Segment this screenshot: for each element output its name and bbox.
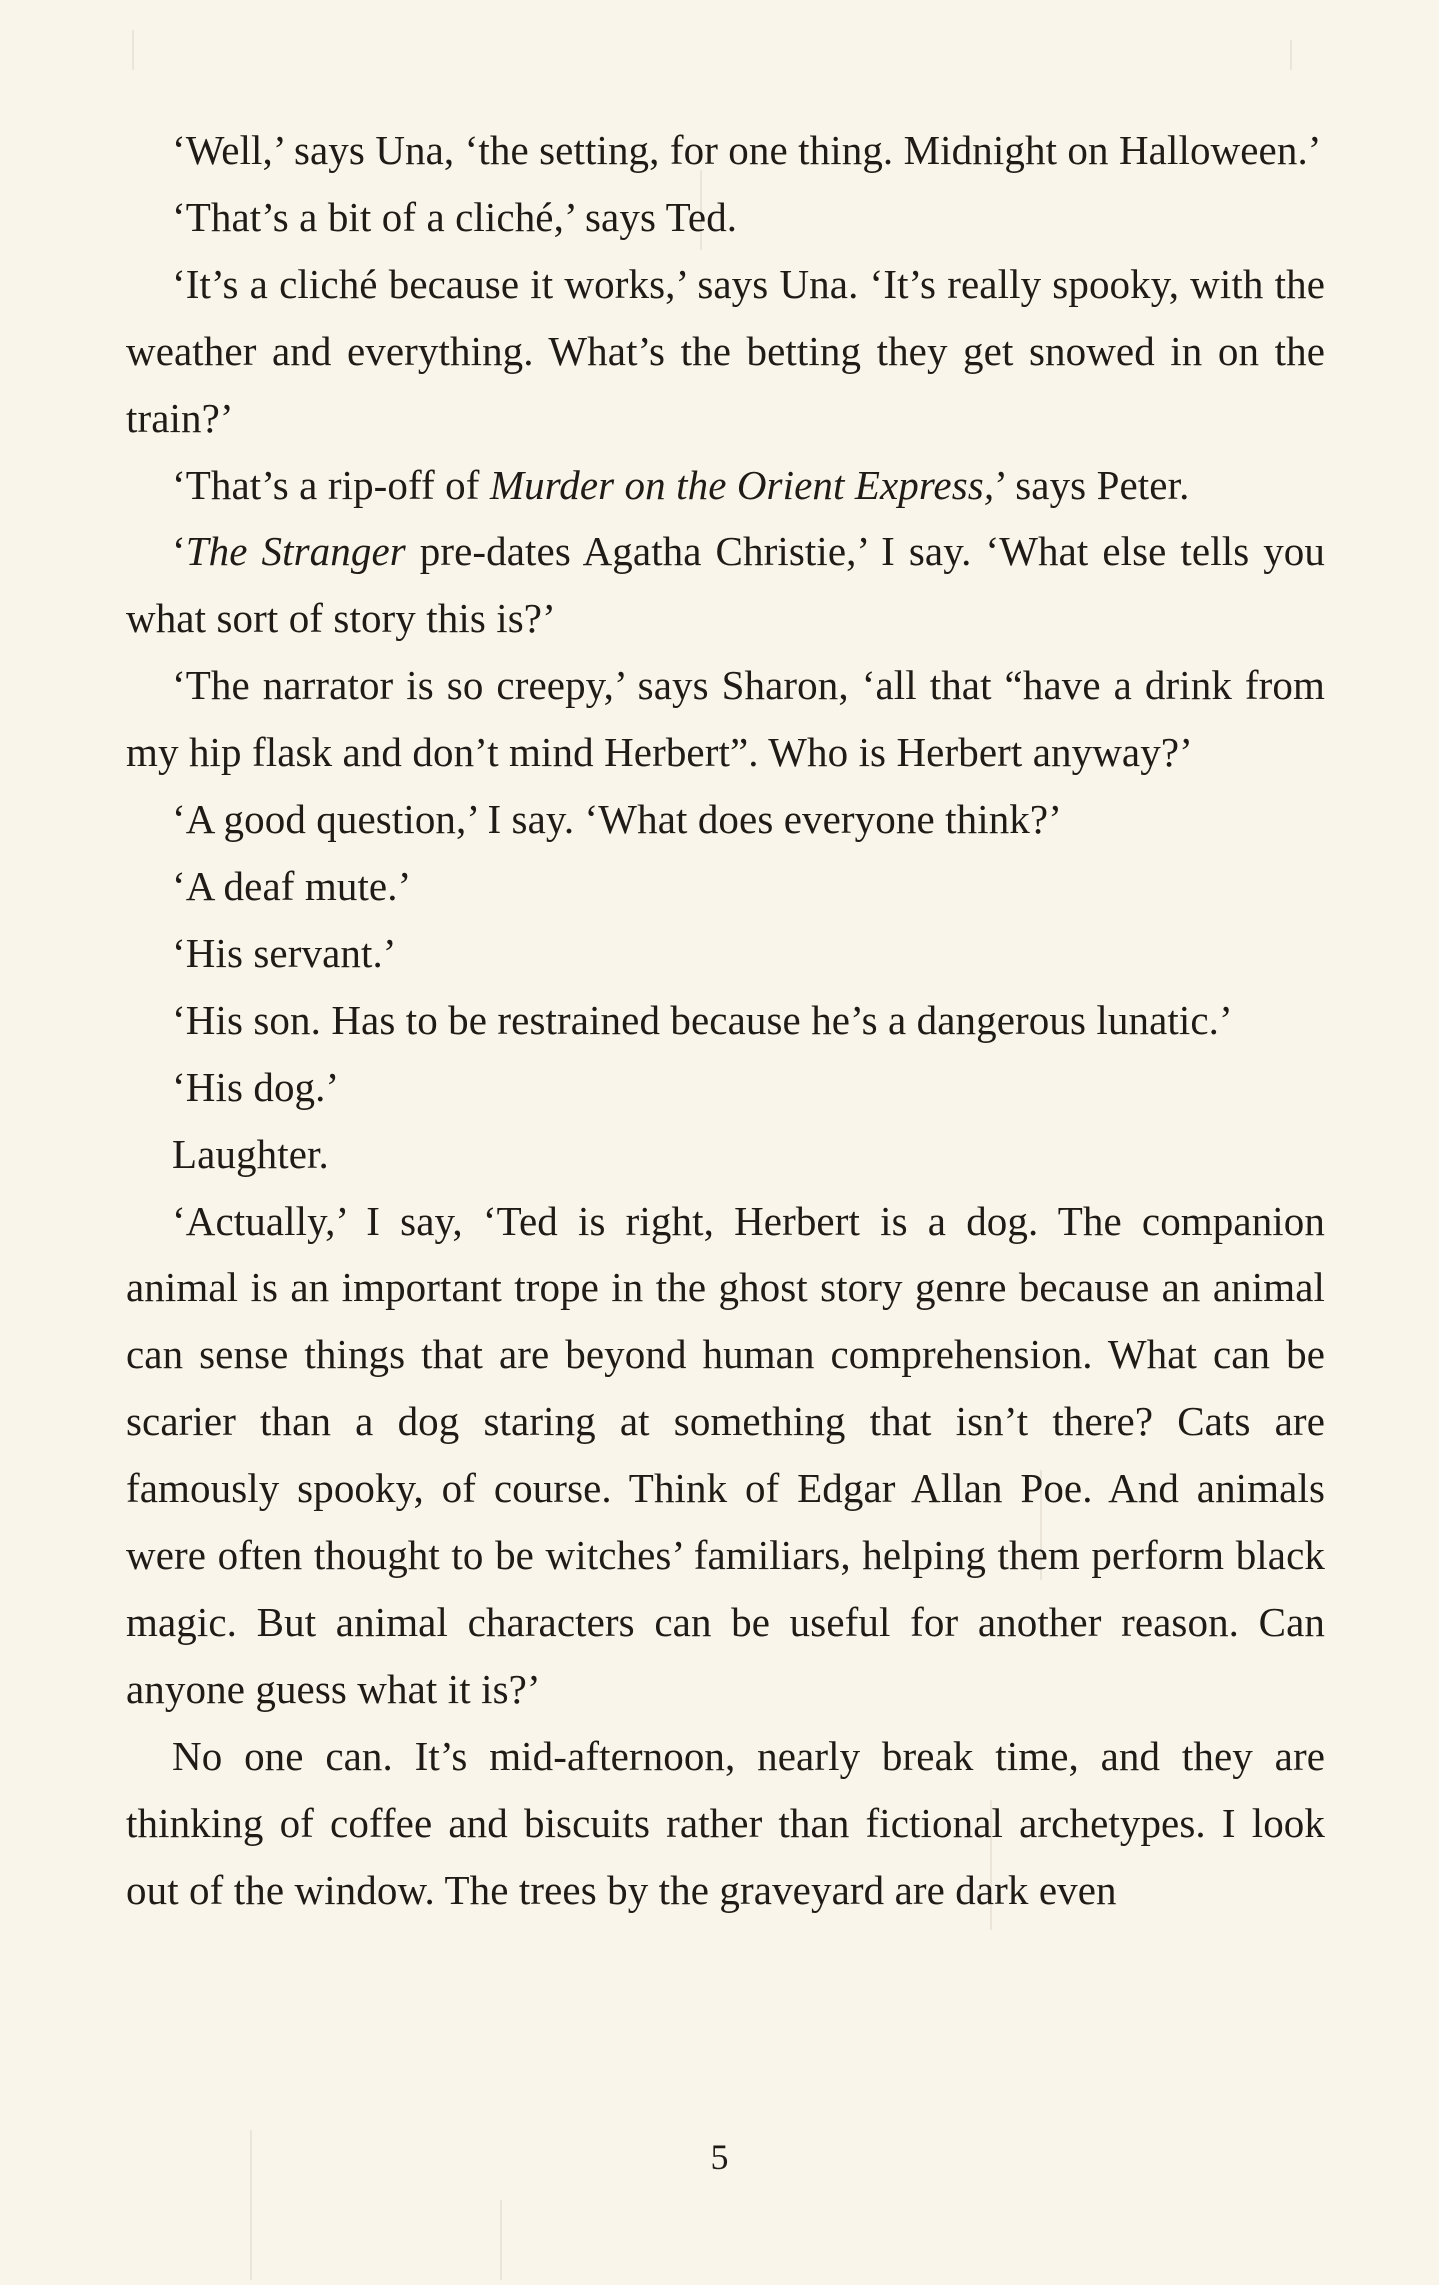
paragraph (126, 117, 1325, 184)
text-run: ‘That’s a bit of a cliché,’ says Ted. (172, 193, 738, 240)
text-run: ‘His dog.’ (172, 1063, 340, 1110)
paragraph (126, 1121, 1325, 1188)
text-run: ‘A deaf mute.’ (172, 862, 412, 909)
paragraph (126, 184, 1325, 251)
paragraph (126, 987, 1325, 1054)
text-run: ‘A good question,’ I say. ‘What does everyone think?’ (172, 796, 1062, 843)
text-run: ‘It’s a cliché because it works,’ says Una. ‘It’s really spooky, with the weather and everything. What’s the betting they get snowed in on the train?’ (126, 260, 1325, 441)
paragraph (126, 452, 1325, 519)
text-run: ‘ (172, 528, 186, 575)
text-run: ‘The narrator is so creepy,’ says Sharon, ‘all that “have a drink from my hip flask and don’t mind Herbert”. Who is Herbert anyway?’ (126, 662, 1325, 776)
paragraph (126, 920, 1325, 987)
paragraph (126, 853, 1325, 920)
paragraph (126, 652, 1325, 786)
text-run: ‘That’s a rip-off of (172, 461, 490, 508)
text-run: ’ says Peter. (994, 461, 1190, 508)
show-through-mark (500, 2200, 502, 2280)
text-run: ‘His servant.’ (172, 929, 397, 976)
paragraph (126, 1054, 1325, 1121)
body-text (126, 117, 1325, 1923)
italic-title: The Stranger (185, 528, 406, 575)
text-run: ‘Well,’ says Una, ‘the setting, for one thing. Midnight on Halloween.’ (172, 127, 1322, 173)
show-through-mark (132, 30, 134, 70)
text-run: Laughter. (172, 1130, 329, 1177)
paragraph (126, 1723, 1325, 1924)
paragraph (126, 1188, 1325, 1723)
paragraph (126, 518, 1325, 652)
show-through-mark (1290, 40, 1292, 70)
text-run: pre-dates Agatha Christie,’ I say. ‘What else tells you what sort of story this is?’ (126, 528, 1325, 642)
page-number: 5 (710, 2137, 729, 2177)
text-run: No one can. It’s mid-afternoon, nearly break time, and they are thinking of coffee and biscuits rather than fictional archetypes. I look out of the window. The trees by the graveyard are dark even (126, 1732, 1325, 1913)
italic-title: Murder on the Orient Express, (489, 461, 995, 508)
text-run: ‘His son. Has to be restrained because he’s a dangerous lunatic.’ (172, 996, 1233, 1043)
paragraph (126, 786, 1325, 853)
paragraph (126, 251, 1325, 452)
text-run: ‘Actually,’ I say, ‘Ted is right, Herbert is a dog. The companion animal is an important trope in the ghost story genre because an animal can sense things that are beyond human comprehension. What can be scarier than a dog staring at something that isn’t there? Cats are famously spooky, of course. Think of Edgar Allan Poe. And animals were often thought to be witches’ familiars, helping them perform black magic. But animal characters can be useful for another reason. Can anyone guess what it is?’ (126, 1197, 1325, 1712)
